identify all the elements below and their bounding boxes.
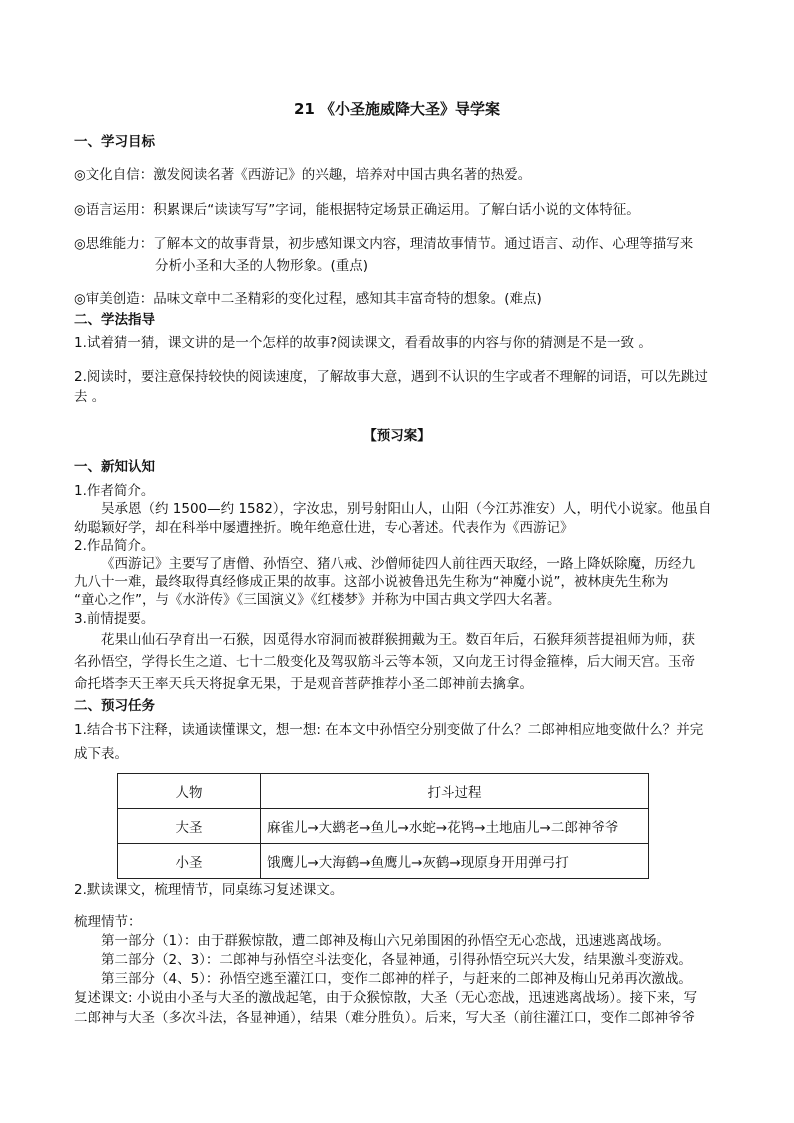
work-label: 2.作品简介。 bbox=[74, 538, 155, 554]
plot-part-1: 第一部分（1）：由于群猴惊散，遭二郎神及梅山六兄弟围困的孙悟空无心恋战，迅速逃离战场。 bbox=[101, 933, 670, 949]
page-title: 21 《小圣施威降大圣》导学案 bbox=[293, 100, 501, 118]
author-line-1: 吴承恩（约 1500—约 1582），字汝忠，别号射阳山人，山阳（今江苏淮安）人，明代小说家。他虽自 bbox=[101, 501, 712, 517]
goal-culture: ◎文化自信：激发阅读名著《西游记》的兴趣，培养对中国古典名著的热爱。 bbox=[74, 167, 532, 183]
retell-line-2: 二郎神与大圣（多次斗法，各显神通），结果（难分胜负）。后来，写大圣（前往灌江口，变作二郎神爷爷 bbox=[74, 1010, 695, 1026]
preview-title: 【预习案】 bbox=[363, 428, 431, 444]
fight-table bbox=[117, 773, 649, 879]
section-heading-goals: 一、学习目标 bbox=[74, 134, 155, 150]
table-header-row bbox=[118, 774, 649, 809]
table-cell-character: 小圣 bbox=[118, 844, 261, 879]
plot-line-3: 命托塔李天王率天兵天将捉拿无果，于是观音菩萨推荐小圣二郎神前去擒拿。 bbox=[74, 676, 533, 692]
table-row bbox=[118, 809, 649, 844]
method-item-2-line1: 2.阅读时，要注意保持较快的阅读速度，了解故事大意，遇到不认识的生字或者不理解的词语，可以先跳过 bbox=[74, 369, 708, 385]
table-header-process: 打斗过程 bbox=[261, 774, 649, 809]
method-item-2-line2: 去 。 bbox=[74, 389, 106, 405]
task-1-line-2: 成下表。 bbox=[74, 746, 128, 762]
goal-thinking-line2: 分析小圣和大圣的人物形象。(重点) bbox=[155, 258, 369, 274]
goal-aesthetic: ◎审美创造：品味文章中二圣精彩的变化过程，感知其丰富奇特的想象。(难点) bbox=[74, 291, 542, 307]
table-header-character: 人物 bbox=[118, 774, 261, 809]
work-line-1: 《西游记》主要写了唐僧、孙悟空、猪八戒、沙僧师徒四人前往西天取经，一路上降妖除魔，历经九 bbox=[101, 556, 695, 572]
work-line-3: “童心之作”，与《水浒传》《三国演义》《红楼梦》并称为中国古典文学四大名著。 bbox=[74, 592, 561, 608]
plot-part-2: 第二部分（2、3）：二郎神与孙悟空斗法变化，各显神通，引得孙悟空玩兴大发，结果激斗变游戏。 bbox=[101, 952, 692, 968]
author-line-2: 幼聪颖好学，却在科举中屡遭挫折。晚年绝意仕进，专心著述。代表作为《西游记》 bbox=[74, 520, 574, 536]
task-2: 2.默读课文，梳理情节，同桌练习复述课文。 bbox=[74, 882, 344, 898]
goal-language: ◎语言运用：积累课后“读读写写”字词，能根据特定场景正确运用。了解白话小说的文体特征。 bbox=[74, 202, 640, 218]
task-1-line-1: 1.结合书下注释，读通读懂课文，想一想: 在本文中孙悟空分别变做了什么？二郎神相应地变做什么？并完 bbox=[74, 722, 704, 738]
table-cell-character: 大圣 bbox=[118, 809, 261, 844]
plot-line-2: 名孙悟空，学得长生之道、七十二般变化及驾驭筋斗云等本领，又向龙王讨得金箍棒，后大闹天宫。玉帝 bbox=[74, 654, 695, 670]
work-line-2: 九八十一难，最终取得真经修成正果的故事。这部小说被鲁迅先生称为“神魔小说”，被林庚先生称为 bbox=[74, 574, 669, 590]
plot-line-1: 花果山仙石孕育出一石猴，因觅得水帘洞而被群猴拥戴为王。数百年后，石猴拜须菩提祖师为师，获 bbox=[101, 632, 695, 648]
comb-label: 梳理情节： bbox=[74, 914, 142, 930]
table-row bbox=[118, 844, 649, 879]
plot-part-3: 第三部分（4、5）：孙悟空逃至灌江口，变作二郎神的样子，与赶来的二郎神及梅山兄弟再次激战。 bbox=[101, 971, 692, 987]
method-item-1: 1.试着猜一猜，课文讲的是一个怎样的故事?阅读课文，看看故事的内容与你的猜测是不是一致 。 bbox=[74, 335, 652, 351]
plot-label: 3.前情提要。 bbox=[74, 611, 155, 627]
author-label: 1.作者简介。 bbox=[74, 483, 155, 499]
section-heading-preview-tasks: 二、预习任务 bbox=[74, 698, 155, 714]
section-heading-method: 二、学法指导 bbox=[74, 312, 155, 328]
table-cell-process: 饿鹰儿→大海鹤→鱼鹰儿→灰鹤→现原身开用弹弓打 bbox=[261, 844, 649, 879]
section-heading-knowledge: 一、新知认知 bbox=[74, 459, 155, 475]
goal-thinking-line1: ◎思维能力：了解本文的故事背景，初步感知课文内容，理清故事情节。通过语言、动作、心理等描写来 bbox=[74, 236, 694, 252]
table-cell-process: 麻雀儿→大鹚老→鱼儿→水蛇→花鸨→土地庙儿→二郎神爷爷 bbox=[261, 809, 649, 844]
retell-line-1: 复述课文: 小说由小圣与大圣的激战起笔，由于众猴惊散，大圣（无心恋战，迅速逃离战场）。接下来，写 bbox=[74, 990, 698, 1006]
